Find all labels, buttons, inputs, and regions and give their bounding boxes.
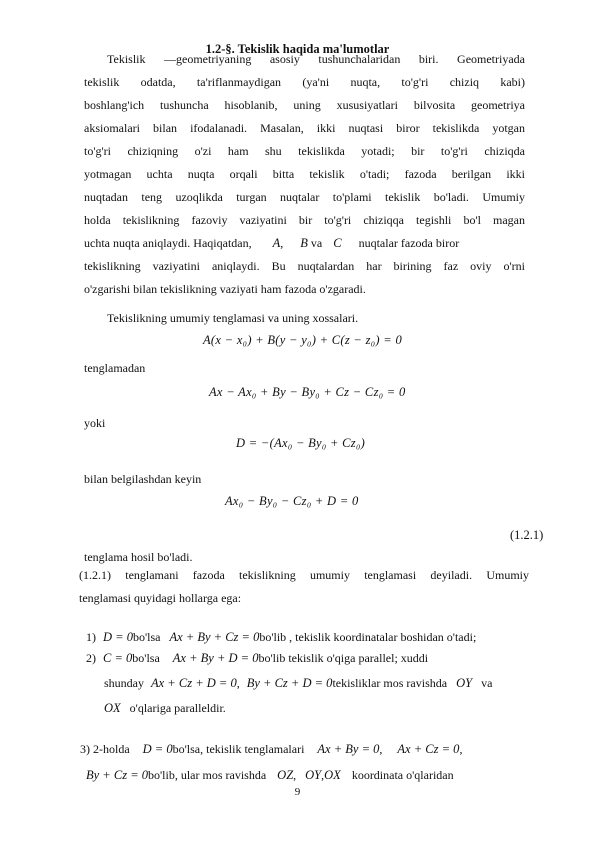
- case-2-end: OX o'qlariga parallеldir.: [104, 701, 226, 715]
- text-line: uchta nuqta aniqlaydi. Haqiqatdan, A, B va C nuqtalar fazoda biror: [84, 236, 460, 250]
- case-2-continued: shunday Ax + Cz + D = 0, By + Cz + D = 0tekisliklar mos ravishda OY va: [104, 676, 493, 690]
- equation-point-normal: A(x − x₀) + B(y − y₀) + C(z − z₀) = 0: [203, 333, 403, 347]
- text-line: aksiomalari bilan ifodalanadi. Masalan, ikki nuqtasi biror tekislikda yotgan: [84, 121, 525, 135]
- text-line: yotmagan uchta nuqta orqali bitta tekislik o'tadi; fazoda berilgan ikki: [84, 167, 525, 181]
- general-equation-heading: Tekislikning umumiy tenglamasi va uning xossalari.: [107, 311, 359, 325]
- text-line: tenglamasi quyidagi hollarga ega:: [79, 591, 242, 605]
- case-3-continued: By + Cz = 0bo'lib, ular mos ravishda OZ, OY,OX koordinata o'qlaridan: [86, 768, 454, 782]
- text-line: to'g'ri chiziqning o'zi ham shu tekislikda yotadi; bir to'g'ri chiziqda: [84, 144, 525, 158]
- text-tenglamadan: tenglamadan: [84, 361, 146, 375]
- case-1: 1) D = 0bo'lsa Ax + By + Cz = 0bo'lib , tekislik koordinatalar boshidan o'tadi;: [86, 630, 477, 644]
- case-3: 3) 2-holda D = 0bo'lsa, tekislik tenglamalari Ax + By = 0, Ax + Cz = 0,: [80, 742, 463, 756]
- equation-general: Ax₀ − By₀ − Cz₀ + D = 0: [225, 494, 359, 508]
- text-line: o'zgarishi bilan tekislikning vaziyati ham fazoda o'zgaradi.: [84, 282, 366, 296]
- equation-d-definition: D = −(Ax₀ − By₀ + Cz₀): [236, 436, 366, 450]
- text-line: nuqtadan teng uzoqlikda turgan nuqtalar to'plami tekislik bo'ladi. Umumiy: [84, 190, 525, 204]
- text-line: tekislikning vaziyatini aniqlaydi. Bu nuqtalardan har birining faz oviy o'rni: [84, 259, 525, 273]
- text-hosil: tenglama hosil bo'ladi.: [84, 550, 193, 564]
- text-line: tekislik odatda, ta'riflanmaydigan (ya'ni nuqta, to'g'ri chiziq kabi): [84, 75, 525, 89]
- case-2: 2) C = 0bo'lsa Ax + By + D = 0bo'lib tekislik o'qiga parallel; xuddi: [86, 651, 429, 665]
- text-line: Tekislik —geometriyaning asosiy tushunchalaridan biri. Geometriyada: [107, 52, 525, 66]
- section-title: 1.2-§. Tekislik haqida ma'lumotlar: [205, 42, 390, 56]
- text-line: (1.2.1) tenglamani fazoda tekislikning umumiy tenglamasi deyiladi. Umumiy: [79, 568, 529, 582]
- text-belgilash: bilan belgilashdan keyin: [84, 472, 202, 486]
- equation-number: (1.2.1): [510, 528, 544, 542]
- equation-expanded: Ax − Ax₀ + By − By₀ + Cz − Cz₀ = 0: [209, 385, 406, 399]
- text-yoki: yoki: [84, 416, 106, 430]
- text-line: boshlang'ich tushuncha hisoblanib, uning xususiyatlari bilvosita geometriya: [84, 98, 525, 112]
- text-line: holda tekislikning fazoviy vaziyatini bir to'g'ri chiziqqa tegishli bo'l magan: [84, 213, 525, 227]
- page-number: 9: [294, 786, 301, 798]
